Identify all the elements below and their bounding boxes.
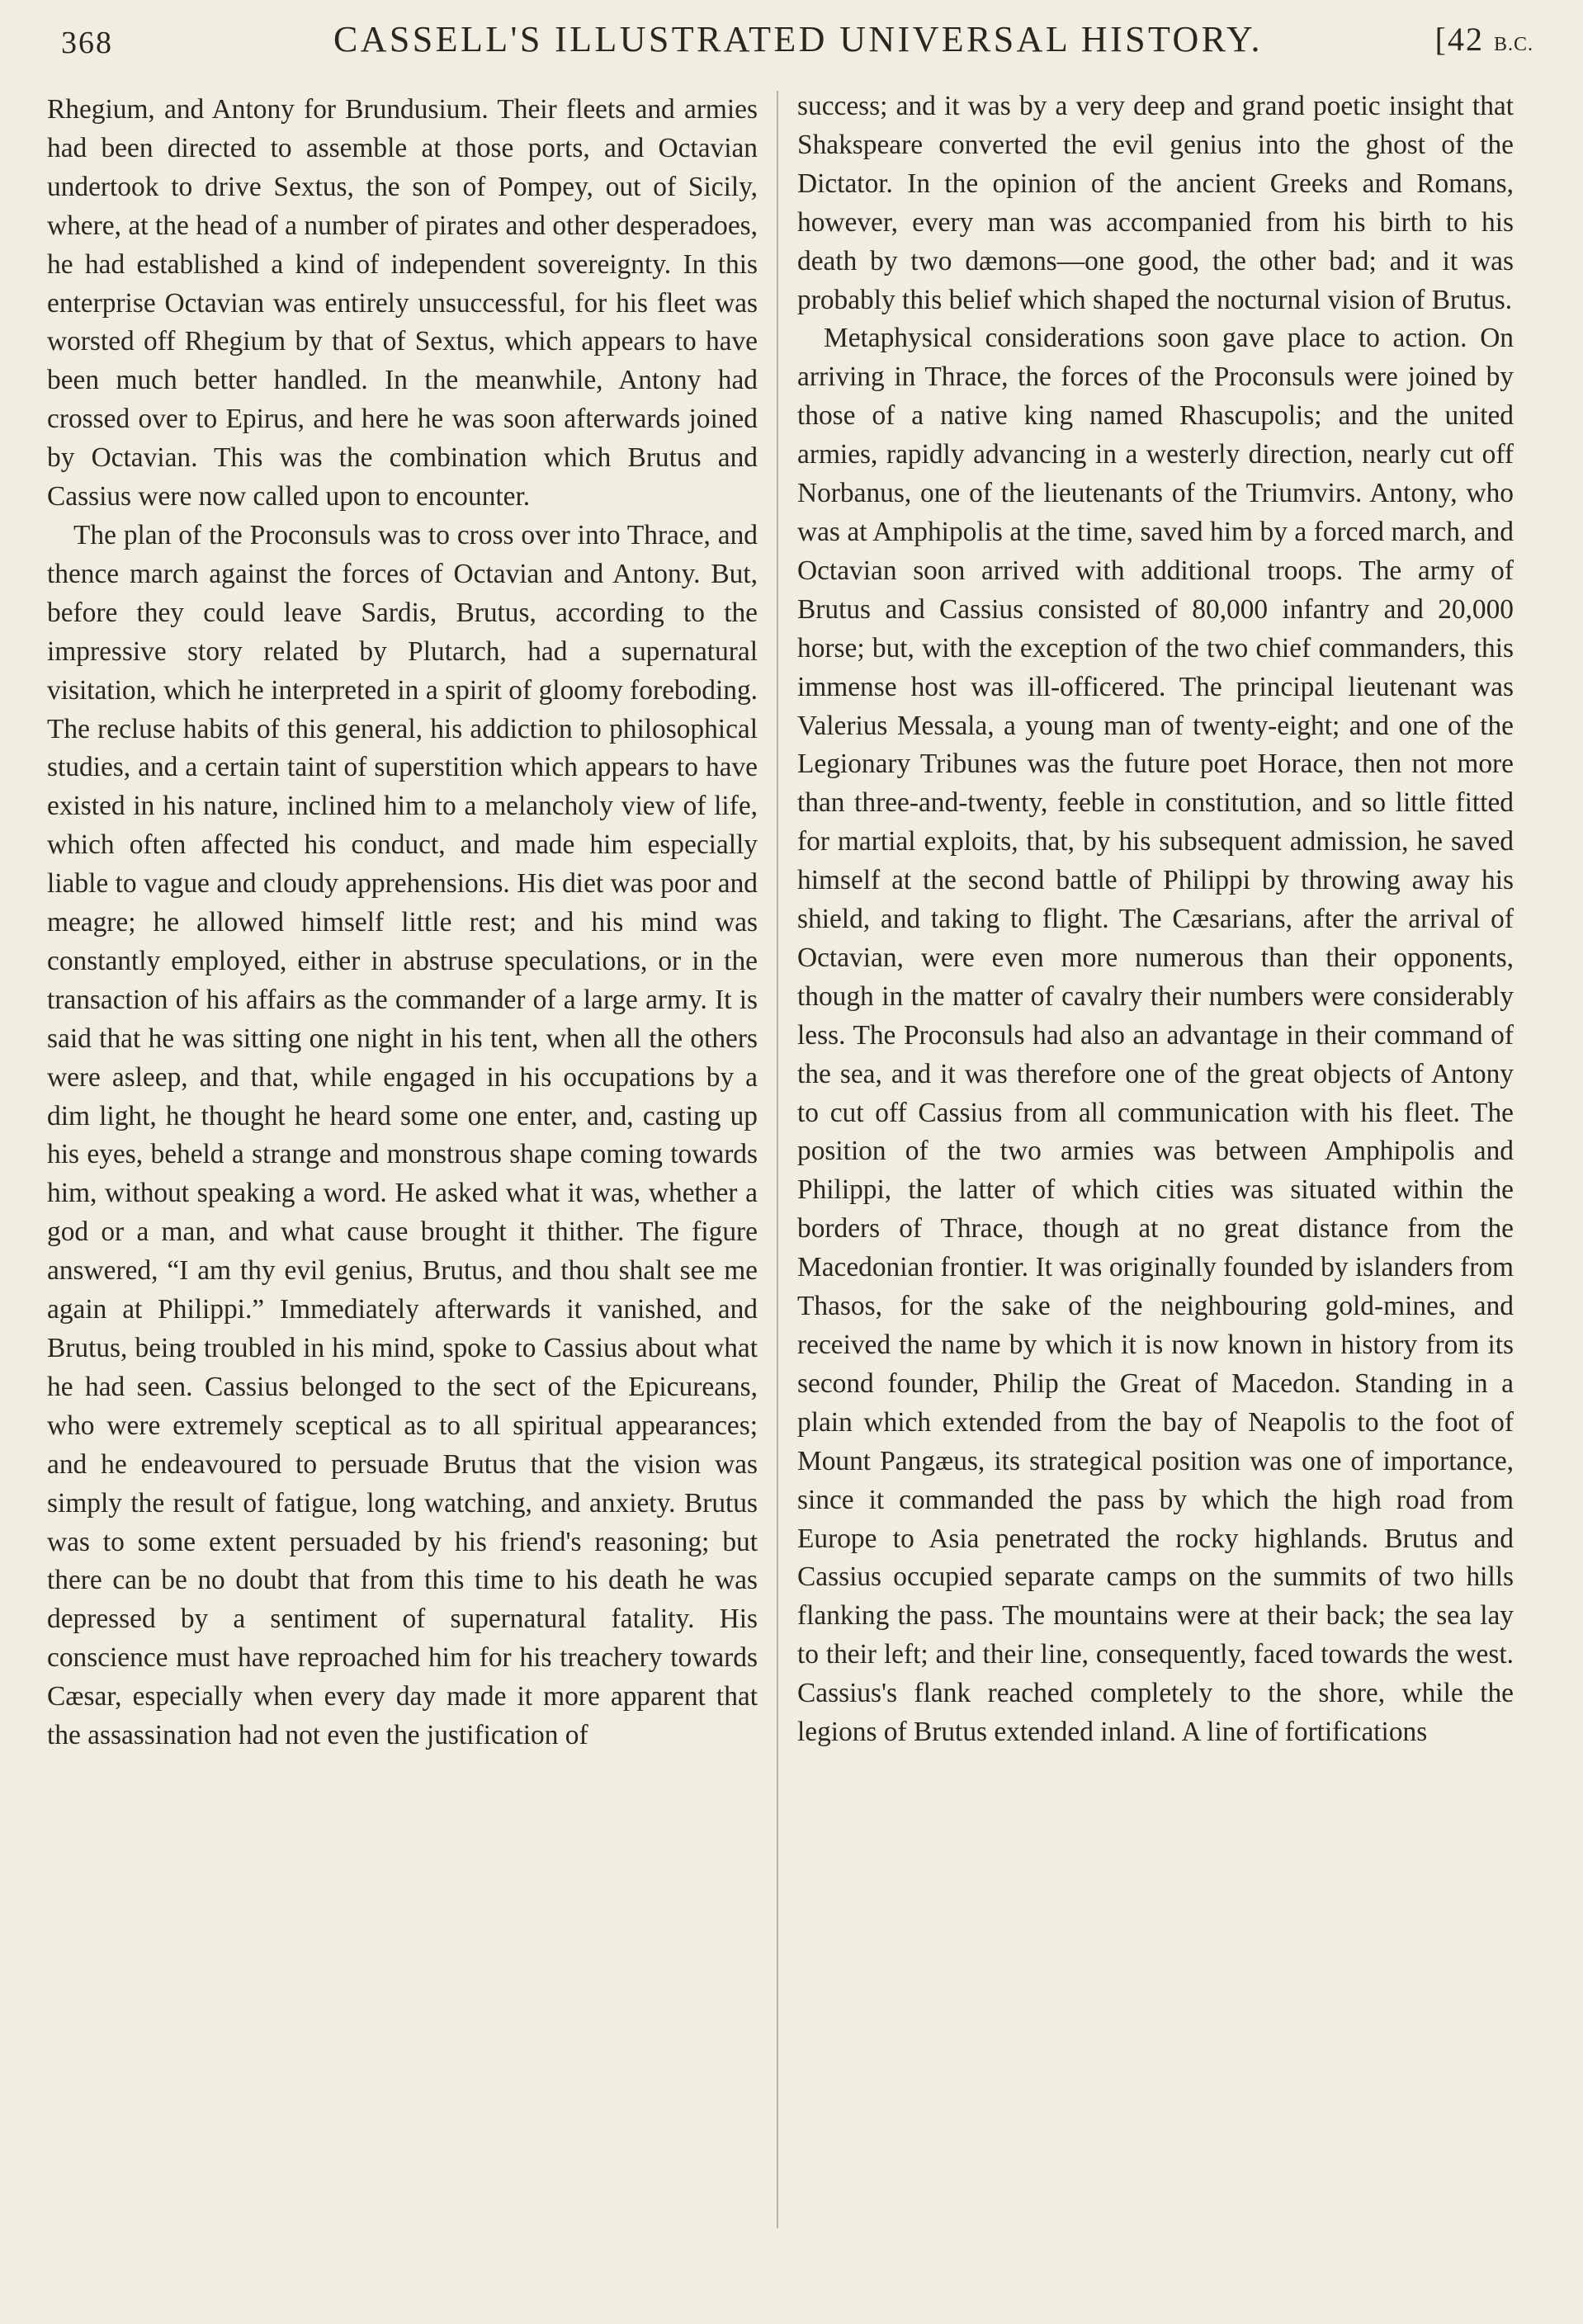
date-year: [42 <box>1434 21 1484 58</box>
paragraph: success; and it was by a very deep and grand poetic insight that Shakspeare converted the evil genius into the ghost of the Dictator. In the opinion of the ancient Greeks and Romans, however, every man was accompanied from his birth to his death by two dæmons—one good, the other bad; and it was probably this belief which shaped the nocturnal vision of Brutus. <box>797 91 1514 315</box>
date-marker <box>1435 20 1533 59</box>
right-column <box>797 87 1514 2233</box>
paragraph: Metaphysical considerations soon gave place to action. On arriving in Thrace, the forces of the Proconsuls were joined by those of a native king named Rhascupolis; and the united armies, rapidly advancing in a westerly direction, nearly cut off Norbanus, one of the lieutenants of the Triumvirs. Antony, who was at Amphipolis at the time, saved him by a forced march, and Octavian soon arrived with additional troops. The army of Brutus and Cassius consisted of 80,000 infantry and 20,000 horse; but, with the exception of the two chief commanders, this immense host was ill-officered. The principal lieutenant was Valerius Messala, a young man of twenty-eight; and one of the Legionary Tribunes was the future poet Horace, then not more than three-and-twenty, feeble in constitution, and so little fitted for martial exploits, that, by his subsequent admission, he saved himself at the second battle of Philippi by throwing away his shield, and taking to flight. The Cæsarians, after the arrival of Octavian, were even more numerous than their opponents, though in the matter of cavalry their numbers were considerably less. The Proconsuls had also an advantage in their command of the sea, and it was therefore one of the great objects of Antony to cut off Cassius from all communication with his fleet. The position of the two armies was between Amphipolis and Philippi, the latter of which cities was situated within the borders of Thrace, though at no great distance from the Macedonian frontier. It was originally founded by islanders from Thasos, for the sake of the neighbouring gold-mines, and received the name by which it is now known in history from its second founder, Philip the Great of Macedon. Standing in a plain which extended from the bay of Neapolis to the foot of Mount Pangæus, its strategical position was one of importance, since it commanded the pass by which the high road from Europe to Asia penetrated the rocky highlands. Brutus and Cassius occupied separate camps on the summits of two hills flanking the pass. The mountains were at their back; the sea lay to their left; and their line, consequently, faced towards the west. Cassius's flank reached completely to the shore, while the legions of Brutus extended inland. A line of fortifications <box>797 323 1514 1748</box>
page-number: 368 <box>61 26 113 60</box>
page-header <box>58 13 1535 63</box>
paragraph: Rhegium, and Antony for Brundusium. Their fleets and armies had been directed to assemble at those ports, and Octavian undertook to drive Sextus, the son of Pompey, out of Sicily, where, at the head of a number of pirates and other desperadoes, he had established a kind of independent sovereignty. In this enterprise Octavian was entirely unsuccessful, for his fleet was worsted off Rhegium by that of Sextus, which appears to have been much better handled. In the meanwhile, Antony had crossed over to Epirus, and here he was soon afterwards joined by Octavian. This was the combination which Brutus and Cassius were now called upon to encounter. <box>47 94 758 513</box>
column-divider <box>777 91 778 2228</box>
paragraph: The plan of the Proconsuls was to cross over into Thrace, and thence march against the forces of Octavian and Antony. But, before they could leave Sardis, Brutus, according to the impressive story related by Plutarch, had a supernatural visitation, which he interpreted in a spirit of gloomy foreboding. The recluse habits of this general, his addiction to philosophical studies, and a certain taint of superstition which appears to have existed in his nature, inclined him to a melancholy view of life, which often affected his conduct, and made him especially liable to vague and cloudy apprehensions. His diet was poor and meagre; he allowed himself little rest; and his mind was constantly employed, either in abstruse speculations, or in the transaction of his affairs as the commander of a large army. It is said that he was sitting one night in his tent, when all the others were asleep, and that, while engaged in his occupations by a dim light, he thought he heard some one enter, and, casting up his eyes, beheld a strange and monstrous shape coming towards him, without speaking a word. He asked what it was, whether a god or a man, and what cause brought it thither. The figure answered, “I am thy evil genius, Brutus, and thou shalt see me again at Philippi.” Immediately afterwards it vanished, and Brutus, being troubled in his mind, spoke to Cassius about what he had seen. Cassius belonged to the sect of the Epicureans, who were extremely sceptical as to all spiritual appearances; and he endeavoured to persuade Brutus that the vision was simply the result of fatigue, long watching, and anxiety. Brutus was to some extent persuaded by his friend's reasoning; but there can be no doubt that from this time to his death he was depressed by a sentiment of supernatural fatality. His conscience must have reproached him for his treachery towards Cæsar, especially when every day made it more apparent that the assassination had not even the justification of <box>47 519 758 1751</box>
running-title: CASSELL'S ILLUSTRATED UNIVERSAL HISTORY. <box>333 19 1263 59</box>
left-column <box>47 91 758 2237</box>
date-era: B.C. <box>1493 34 1533 55</box>
